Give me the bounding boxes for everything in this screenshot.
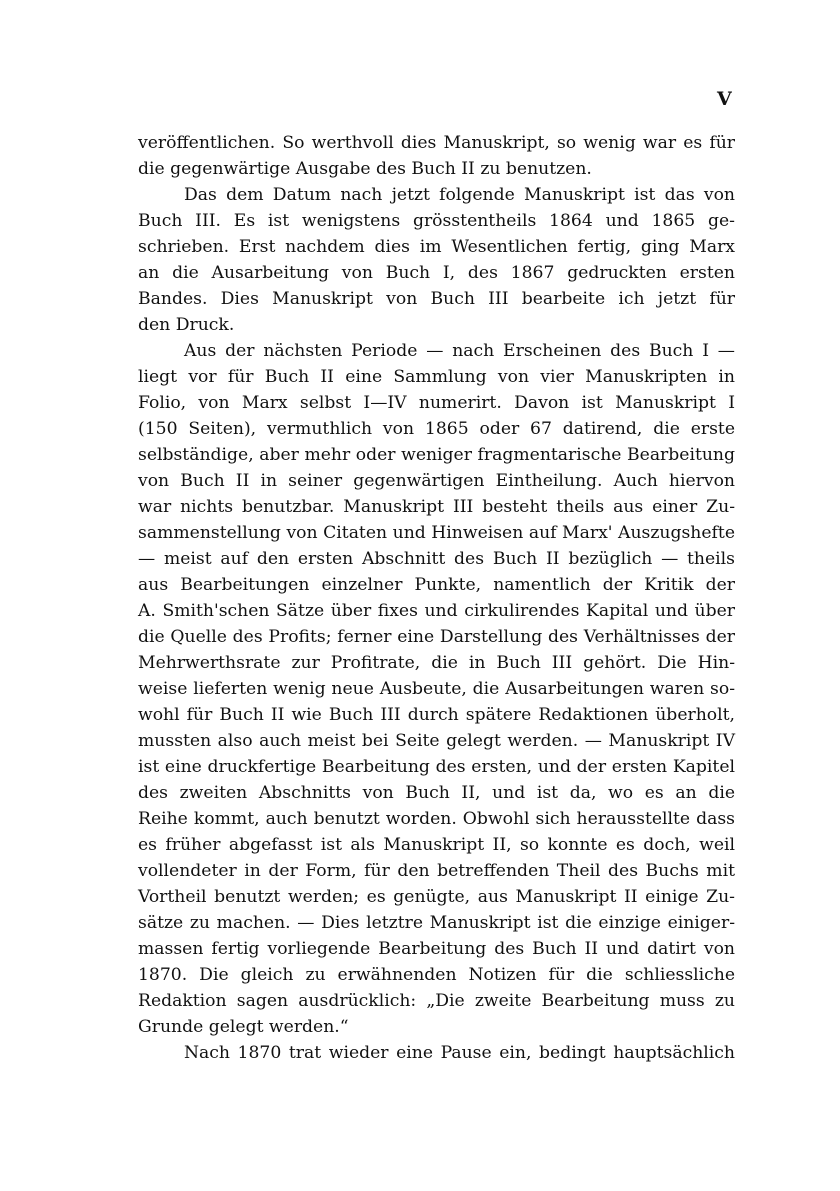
text-line: des zweiten Abschnitts von Buch II, und ist da, wo es an die xyxy=(138,783,735,803)
text-line: Nach 1870 trat wieder eine Pause ein, bedingt hauptsächlich xyxy=(184,1043,735,1063)
body-text xyxy=(138,130,735,1066)
text-line: Folio, von Marx selbst I—IV numerirt. Davon ist Manuskript I xyxy=(138,393,735,413)
text-line: die Quelle des Profits; ferner eine Darstellung des Verhältnisses der xyxy=(138,627,735,647)
text-line: war nichts benutzbar. Manuskript III besteht theils aus einer Zu- xyxy=(138,497,735,517)
text-line: sammenstellung von Citaten und Hinweisen auf Marx' Auszugshefte xyxy=(138,523,735,543)
text-line: 1870. Die gleich zu erwähnenden Notizen für die schliessliche xyxy=(138,965,735,985)
text-line: Aus der nächsten Periode — nach Erscheinen des Buch I — xyxy=(184,341,735,361)
text-line: liegt vor für Buch II eine Sammlung von vier Manuskripten in xyxy=(138,367,735,387)
text-line: sätze zu machen. — Dies letztre Manuskript ist die einzige einiger- xyxy=(138,913,735,933)
text-line: es früher abgefasst ist als Manuskript II, so konnte es doch, weil xyxy=(138,835,735,855)
text-line: Redaktion sagen ausdrücklich: „Die zweite Bearbeitung muss zu xyxy=(138,991,735,1011)
text-line: die gegenwärtige Ausgabe des Buch II zu benutzen. xyxy=(138,159,592,179)
text-line: selbständige, aber mehr oder weniger fragmentarische Bearbeitung xyxy=(138,445,735,465)
text-line: Vortheil benutzt werden; es genügte, aus Manuskript II einige Zu- xyxy=(138,887,735,907)
text-line: Grunde gelegt werden.“ xyxy=(138,1017,349,1037)
text-line: weise lieferten wenig neue Ausbeute, die Ausarbeitungen waren so- xyxy=(138,679,735,699)
text-line: Mehrwerthsrate zur Profitrate, die in Buch III gehört. Die Hin- xyxy=(138,653,735,673)
text-line: ist eine druckfertige Bearbeitung des ersten, und der ersten Kapitel xyxy=(138,757,735,777)
text-line: mussten also auch meist bei Seite gelegt werden. — Manuskript IV xyxy=(138,731,735,751)
text-line: (150 Seiten), vermuthlich von 1865 oder 67 datirend, die erste xyxy=(138,419,735,439)
text-line: massen fertig vorliegende Bearbeitung des Buch II und datirt von xyxy=(138,939,735,959)
text-line: an die Ausarbeitung von Buch I, des 1867 gedruckten ersten xyxy=(138,263,735,283)
text-line: veröffentlichen. So werthvoll dies Manuskript, so wenig war es für xyxy=(138,133,735,153)
text-line: schrieben. Erst nachdem dies im Wesentlichen fertig, ging Marx xyxy=(138,237,735,257)
text-line: von Buch II in seiner gegenwärtigen Eintheilung. Auch hiervon xyxy=(138,471,735,491)
text-line: A. Smith'schen Sätze über fixes und cirkulirendes Kapital und über xyxy=(138,601,735,621)
text-line: wohl für Buch II wie Buch III durch spätere Redaktionen überholt, xyxy=(138,705,735,725)
text-line: Das dem Datum nach jetzt folgende Manuskript ist das von xyxy=(184,185,735,205)
text-line: Reihe kommt, auch benutzt worden. Obwohl sich herausstellte dass xyxy=(138,809,735,829)
text-line: den Druck. xyxy=(138,315,235,335)
text-line: — meist auf den ersten Abschnitt des Buch II bezüglich — theils xyxy=(138,549,735,569)
text-line: Buch III. Es ist wenigstens grösstentheils 1864 und 1865 ge- xyxy=(138,211,735,231)
text-line: vollendeter in der Form, für den betreffenden Theil des Buchs mit xyxy=(138,861,735,881)
text-line: aus Bearbeitungen einzelner Punkte, namentlich der Kritik der xyxy=(138,575,735,595)
page-number: V xyxy=(717,88,732,110)
text-line: Bandes. Dies Manuskript von Buch III bearbeite ich jetzt für xyxy=(138,289,735,309)
